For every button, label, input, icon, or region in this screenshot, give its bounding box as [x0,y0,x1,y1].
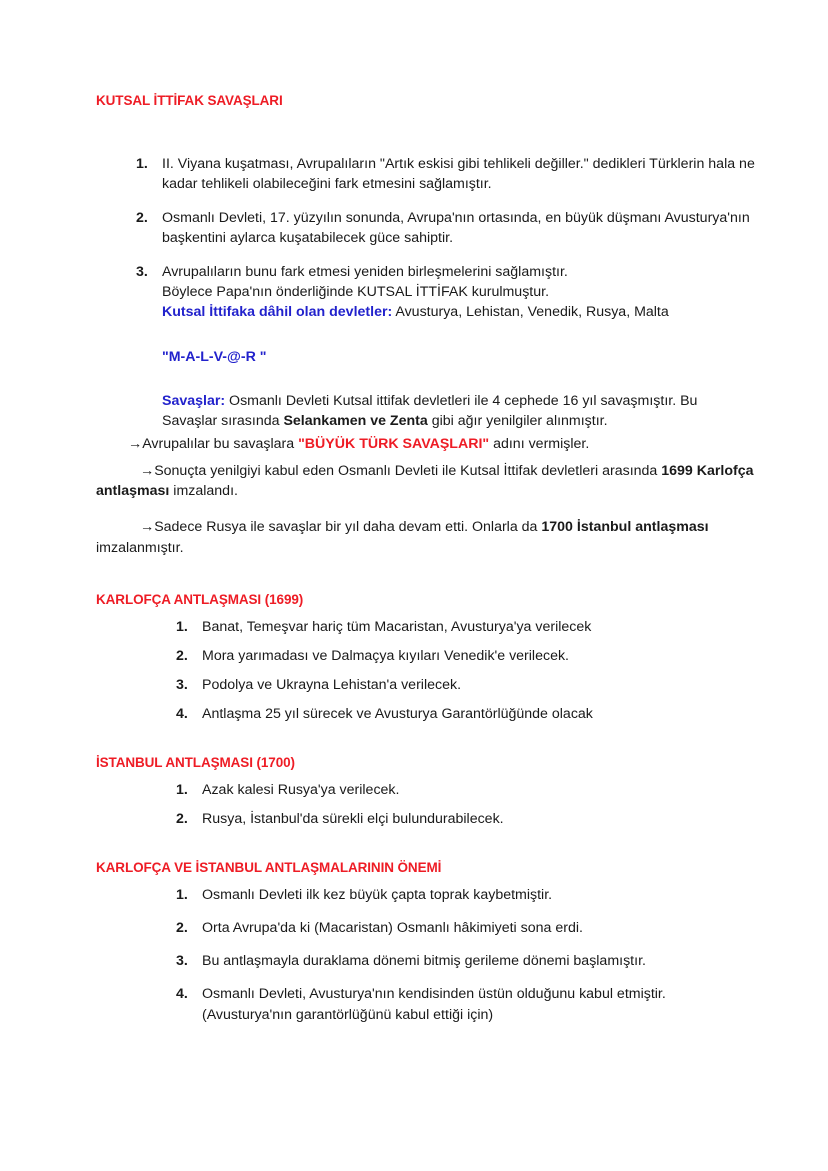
istanbul-item-1: Azak kalesi Rusya'ya verilecek. [202,782,400,799]
list-item [96,809,756,829]
istanbul-treaty-ref: 1700 İstanbul antlaşması [541,519,709,536]
page-title: KUTSAL İTTİFAK SAVAŞLARI [96,93,283,108]
list-item [96,154,756,194]
list-item [96,646,756,666]
arrow-paragraph-2 [96,461,756,502]
onem-item-2: Orta Avrupa'da ki (Macaristan) Osmanlı hâkimiyeti sona erdi. [202,920,583,937]
karlofca-heading: KARLOFÇA ANTLAŞMASI (1699) [96,592,304,608]
arrow-3-part1: Sadece Rusya ile savaşlar bir yıl daha devam etti. Onlarla da [154,519,542,536]
list-item [96,780,756,800]
mnemonic-block [96,347,756,431]
karlofca-treaty-ref: 1699 Karlofça antlaşması [96,462,754,499]
list-item [96,951,756,971]
document-content [96,92,756,1038]
intro-item-3-line2: Böylece Papa'nın önderliğinde KUTSAL İTTİFAK kurulmuştur. [162,284,550,301]
savaslar-label: Savaşlar: [162,392,226,409]
onem-item-1: Osmanlı Devleti ilk kez büyük çapta toprak kaybetmiştir. [202,886,553,903]
list-item [96,885,756,905]
onem-list [96,885,756,1025]
list-item [96,675,756,695]
arrow-1-part1: Avrupalılar bu savaşlara [142,436,299,453]
karlofca-item-2: Mora yarımadası ve Dalmaçya kıyıları Venedik'e verilecek. [202,648,569,664]
list-item [96,208,756,248]
karlofca-item-1: Banat, Temeşvar hariç tüm Macaristan, Avusturya'ya verilecek [202,618,592,635]
arrow-icon: → [128,436,143,453]
onem-item-3: Bu antlaşmayla duraklama dönemi bitmiş gerileme dönemi başlamıştır. [202,953,646,970]
buyuk-turk-savaslari-text: "BÜYÜK TÜRK SAVAŞLARI" [298,436,490,453]
istanbul-heading: İSTANBUL ANTLAŞMASI (1700) [96,755,295,771]
onem-item-4: Osmanlı Devleti, Avusturya'nın kendisinden üstün olduğunu kabul etmiştir. [202,986,666,1003]
savaslar-part1: Osmanlı Devleti Kutsal ittifak devletleri ile 4 cephede 16 yıl savaşmıştır. Bu Savaşlar sırasında [162,392,698,429]
arrow-icon: → [140,519,155,536]
list-item [96,918,756,938]
allied-states-label: Kutsal İttifaka dâhil olan devletler: [162,304,393,321]
karlofca-list [96,617,756,725]
arrow-2-part2: imzalandı. [169,482,238,499]
arrow-paragraph-1 [96,434,756,454]
karlofca-item-3: Podolya ve Ukrayna Lehistan'a verilecek. [202,677,462,694]
savaslar-part2: gibi ağır yenilgiler alınmıştır. [427,412,608,429]
mnemonic-text: "M-A-L-V-@-R " [162,348,267,365]
onem-item-4-note: (Avusturya'nın garantörlüğünü kabul ettiği için) [202,1006,494,1023]
karlofca-item-4: Antlaşma 25 yıl sürecek ve Avusturya Garantörlüğünde olacak [202,706,593,723]
list-item [96,984,756,1024]
intro-list [96,154,756,323]
arrow-2-part1: Sonuçta yenilgiyi kabul eden Osmanlı Devleti ile Kutsal İttifak devletleri arasında [154,462,662,479]
savaslar-paragraph [162,391,756,431]
savaslar-battles: Selankamen ve Zenta [283,412,428,429]
arrow-paragraph-3 [96,517,756,558]
arrow-1-part2: adını vermişler. [489,436,590,453]
list-item [96,704,756,724]
istanbul-item-2: Rusya, İstanbul'da sürekli elçi bulundurabilecek. [202,811,504,828]
intro-item-3-line1: Avrupalıların bunu fark etmesi yeniden birleşmelerini sağlamıştır. [162,264,568,281]
istanbul-list [96,780,756,829]
arrow-icon: → [140,462,155,479]
onem-heading: KARLOFÇA VE İSTANBUL ANTLAŞMALARININ ÖNEMİ [96,860,442,876]
list-item [96,262,756,322]
arrow-3-part2: imzalanmıştır. [96,539,184,556]
allied-states-value: Avusturya, Lehistan, Venedik, Rusya, Malta [392,304,669,321]
intro-item-2-text: Osmanlı Devleti, 17. yüzyılın sonunda, Avrupa'nın ortasında, en büyük düşmanı Avusturya'nın başkentini aylarca kuşatabilecek güce sahiptir. [162,209,750,247]
list-item [96,617,756,637]
intro-item-1-text: II. Viyana kuşatması, Avrupalıların "Artık eskisi gibi tehlikeli değiller." dedikleri Türklerin hala ne kadar tehlikeli olabileceğini fark etmesini sağlamıştır. [162,155,755,192]
